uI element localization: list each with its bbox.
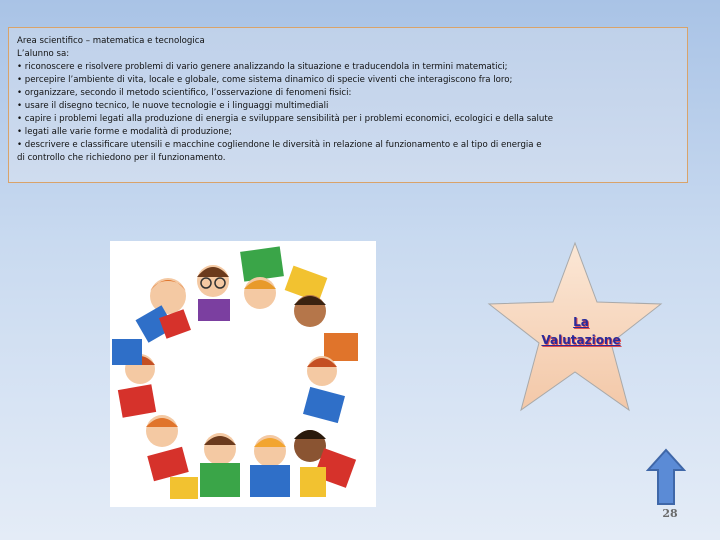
- up-arrow-icon[interactable]: [646, 448, 686, 506]
- child-left: [112, 339, 156, 418]
- area-line-3: • percepire l’ambiente di vita, locale e globale, come sistema dinamico di specie viventi che interagiscono fra loro;: [17, 75, 513, 85]
- valutazione-link-line1[interactable]: La: [573, 315, 589, 329]
- area-line-9: di controllo che richiedono per il funzionamento.: [17, 153, 226, 163]
- child-top-right: [240, 246, 327, 327]
- children-circle-image: [110, 241, 376, 507]
- area-line-8: • descrivere e classificare utensili e macchine cogliendone le diversità in relazione al funzionamento e al tipo di energia e: [17, 140, 542, 150]
- area-line-5: • usare il disegno tecnico, le nuove tecnologie e i linguaggi multimediali: [17, 101, 329, 111]
- child-top-center: [197, 265, 230, 321]
- child-right: [303, 333, 358, 423]
- area-scientifica-box: [8, 27, 688, 183]
- area-line-7: • legati alle varie forme e modalità di produzione;: [17, 127, 232, 137]
- child-bottom-right: [294, 430, 356, 497]
- area-line-4: • organizzare, secondo il metodo scientifico, l’osservazione di fenomeni fisici:: [17, 88, 352, 98]
- child-bottom-center: [200, 433, 290, 497]
- page-number: 28: [662, 507, 678, 520]
- area-line-2: • riconoscere e risolvere problemi di vario genere analizzando la situazione e traducendola in termini matematici;: [17, 62, 508, 72]
- child-bottom-left: [146, 415, 198, 499]
- valutazione-link-line2[interactable]: Valutazione: [541, 333, 621, 347]
- child-top-left: [136, 278, 191, 343]
- area-line-1: L’alunno sa:: [17, 49, 70, 59]
- area-title: Area scientifico – matematica e tecnologica: [17, 36, 205, 46]
- area-line-6: • capire i problemi legati alla produzione di energia e sviluppare sensibilità per i problemi economici, ecologici e della salute: [17, 114, 554, 124]
- valutazione-link[interactable]: [521, 313, 641, 349]
- children-reading-illustration: [110, 241, 376, 507]
